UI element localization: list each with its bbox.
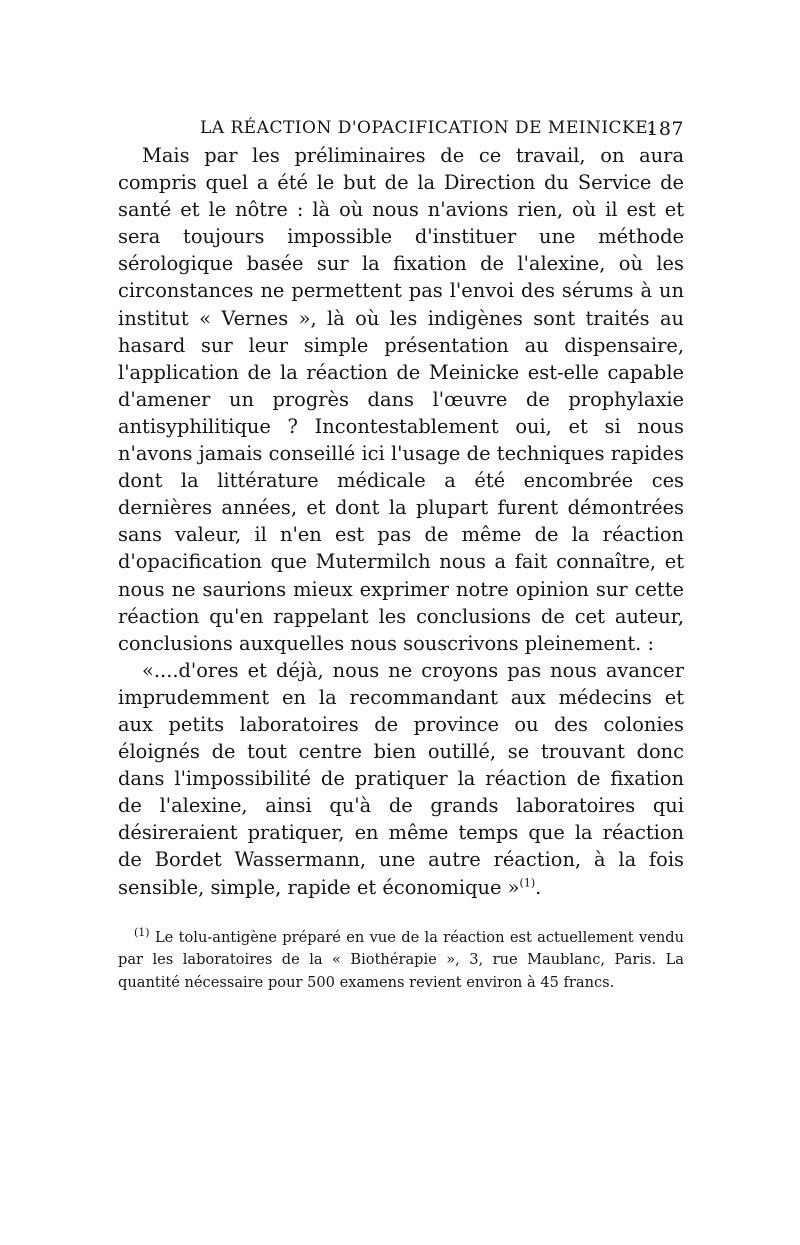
page-number: 187 <box>646 118 684 140</box>
footnote-reference[interactable]: (1) <box>519 876 536 890</box>
running-title: LA RÉACTION D'OPACIFICATION DE MEINICKE. <box>200 118 655 138</box>
footnote-text: Le tolu-antigène préparé en vue de la réaction est actuellement vendu par les laboratoires de la « Biothérapie », 3, rue Maublanc, Paris. La quantité nécessaire pour 500 examens revient environ à 45 francs. <box>118 928 685 991</box>
paragraph: Mais par les préliminaires de ce travail, on aura compris quel a été le but de la Direction du Service de santé et le nôtre : là où nous n'avions rien, où il est et sera toujours impossible d'instituer une méthode sérologique basée sur la fixation de l'alexine, où les circonstances ne permettent pas l'envoi des sérums à un institut « Vernes », là où les indigènes sont traités au hasard sur leur simple présentation au dispensaire, l'application de la réaction de Meinicke est-elle capable d'amener un progrès dans l'œuvre de prophylaxie antisyphilitique ? Incontestablement oui, et si nous n'avons jamais conseillé ici l'usage de techniques rapides dont la littérature médicale a été encombrée ces dernières années, et dont la plupart furent démontrées sans valeur, il n'en est pas de même de la réaction d'opacification que Mutermilch nous a fait connaître, et nous ne saurions mieux exprimer notre opinion sur cette réaction qu'en rappelant les conclusions de cet auteur, conclusions auxquelles nous souscrivons pleinement. : <box>118 144 684 655</box>
footnote-marker: (1) <box>134 925 150 939</box>
running-head <box>118 112 684 142</box>
body-text <box>118 142 684 901</box>
quotation-text: «....d'ores et déjà, nous ne croyons pas nous avancer imprudemment en la recommandant aux médecins et aux petits laboratoires de province ou des colonies éloignés de tout centre bien outillé, se trouvant donc dans l'impossibilité de pratiquer la réaction de fixation de l'alexine, ainsi qu'à de grands laboratoires qui désireraient pratiquer, en même temps que la réaction de Bordet Wassermann, une autre réaction, à la fois sensible, simple, rapide et économique » <box>118 658 684 899</box>
quotation-end: . <box>535 875 542 899</box>
footnote <box>118 927 684 995</box>
document-page <box>118 112 684 994</box>
quotation-paragraph <box>118 657 684 901</box>
